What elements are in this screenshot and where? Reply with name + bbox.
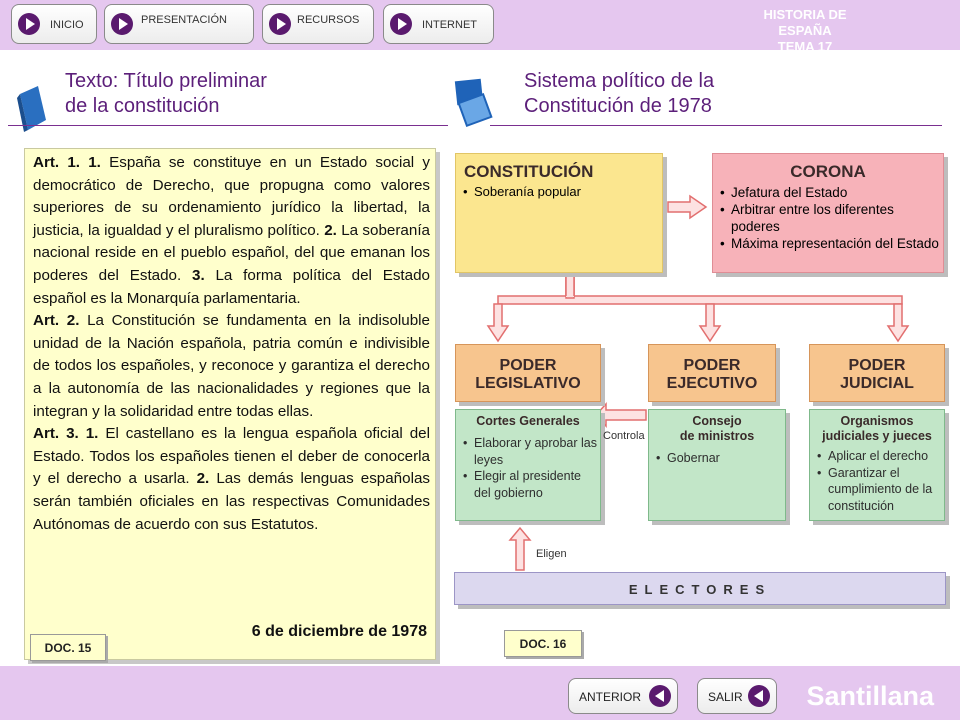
play-icon: [18, 13, 40, 35]
poder-ejecutivo-line1: PODER: [683, 357, 741, 374]
corona-item: • Jefatura del Estado: [731, 184, 943, 201]
subject-title: [745, 7, 865, 55]
corona-title: CORONA: [790, 162, 866, 181]
political-system-diagram: [450, 146, 950, 616]
recursos-label: RECURSOS: [297, 14, 360, 26]
back-icon: [649, 685, 671, 707]
constitution-text-panel: [24, 148, 436, 660]
right-heading: [524, 69, 714, 119]
article-2: [33, 310, 430, 423]
left-divider: [8, 125, 448, 126]
right-heading-line2: Constitución de 1978: [524, 95, 712, 117]
eligen-label: Eligen: [536, 548, 567, 560]
organismos-judiciales-box: [809, 409, 945, 521]
santillana-logo: Santillana: [806, 681, 934, 711]
article-text: [33, 152, 430, 536]
back-icon: [748, 685, 770, 707]
play-icon: [111, 13, 133, 35]
poder-ejecutivo-line2: EJECUTIVO: [666, 375, 758, 392]
presentacion-button[interactable]: [104, 4, 254, 44]
article-1-2-label: 2.: [324, 221, 337, 239]
article-1-text: España se constituye en un Estado social y democrático de Derecho, que propugna como valores superiores de su ordenamiento jurídico la libertad, la justicia, la igualdad y el pluralismo político.: [33, 154, 430, 239]
consejo-list: [649, 450, 785, 467]
corona-box: [712, 153, 944, 273]
salir-button[interactable]: [697, 678, 777, 714]
article-3-2-text: Las demás lenguas españolas serán también oficiales en las respectivas Comunidades Autónomas de acuerdo con sus Estatutos.: [33, 470, 430, 533]
consejo-item: • Gobernar: [667, 450, 785, 467]
subject-line: HISTORIA DE ESPAÑA: [763, 7, 847, 38]
inicio-button[interactable]: [11, 4, 97, 44]
article-3-text: El castellano es la lengua española oficial del Estado. Todos los españoles tienen el deber de conocerla y el derecho a usarla.: [33, 425, 430, 488]
anterior-label: ANTERIOR: [579, 690, 642, 704]
presentacion-label: PRESENTACIÓN: [141, 14, 227, 26]
consejo-title: [649, 414, 785, 444]
arrow-constitucion-corona: [668, 196, 706, 218]
article-2-label: Art. 2.: [33, 312, 80, 330]
constitucion-box: [455, 153, 663, 273]
organismos-list: [810, 448, 944, 514]
arrow-eligen: [510, 528, 530, 570]
article-3-2-label: 2.: [196, 470, 210, 488]
article-1: [33, 152, 430, 310]
poder-judicial-line2: JUDICIAL: [840, 375, 914, 392]
arrow-to-judicial: [888, 304, 908, 341]
cortes-list: [456, 435, 600, 501]
article-3: [33, 423, 430, 536]
anterior-button[interactable]: [568, 678, 678, 714]
corona-item: • Máxima representación del Estado: [731, 235, 943, 252]
arrow-controla: [596, 404, 646, 426]
organismos-title: [810, 414, 944, 444]
salir-label: SALIR: [708, 690, 743, 704]
article-2-text: La Constitución se fundamenta en la indisoluble unidad de la Nación española, patria común e indivisible de todos los españoles, y reconoce y garantiza el derecho a la autonomía de las nacionalidades y regiones que la integran y la solidaridad entre todas ellas.: [33, 312, 431, 420]
article-1-label: Art. 1. 1.: [33, 154, 101, 171]
doc-15-badge: DOC. 15: [30, 634, 106, 661]
documents-icon: [452, 78, 494, 128]
constitucion-item: • Soberanía popular: [474, 184, 662, 199]
cortes-generales-box: [455, 409, 601, 521]
organismos-title-line2: judiciales y jueces: [822, 429, 932, 443]
internet-label: INTERNET: [422, 19, 477, 31]
organismos-item: • Garantizar el cumplimiento de la constitución: [828, 465, 944, 515]
play-icon: [390, 13, 412, 35]
article-3-label: Art. 3. 1.: [33, 425, 99, 443]
article-1-3-text: La forma política del Estado español es la Monarquía parlamentaria.: [33, 266, 430, 307]
electores-box: ELECTORES: [454, 572, 946, 605]
left-heading-line1: Texto: Título preliminar: [65, 70, 267, 92]
poder-ejecutivo-box: [648, 344, 776, 402]
constitucion-list: [456, 184, 662, 199]
book-icon: [16, 84, 50, 134]
constitucion-title: CONSTITUCIÓN: [464, 162, 594, 181]
internet-button[interactable]: [383, 4, 494, 44]
poder-legislativo-line1: PODER: [499, 357, 557, 374]
recursos-button[interactable]: [262, 4, 374, 44]
cortes-item: • Elaborar y aprobar las leyes: [474, 435, 600, 468]
play-icon: [269, 13, 291, 35]
poder-legislativo-box: [455, 344, 601, 402]
inicio-label: INICIO: [50, 19, 84, 31]
consejo-ministros-box: [648, 409, 786, 521]
right-divider: [490, 125, 942, 126]
consejo-title-line1: Consejo: [692, 414, 742, 428]
doc-16-badge: DOC. 16: [504, 630, 582, 657]
left-heading: [65, 69, 267, 119]
article-1-2-text: La soberanía nacional reside en el pueblo español, del que emanan los poderes del Estado.: [33, 221, 430, 284]
left-heading-line2: de la constitución: [65, 95, 220, 117]
cortes-title: Cortes Generales: [476, 414, 580, 428]
poder-judicial-line1: PODER: [848, 357, 906, 374]
arrow-to-ejecutivo: [700, 304, 720, 341]
poder-judicial-box: [809, 344, 945, 402]
document-date: 6 de diciembre de 1978: [251, 623, 427, 640]
corona-list: [713, 184, 943, 252]
topic-line: TEMA 17: [777, 39, 833, 54]
article-1-3-label: 3.: [192, 266, 205, 284]
organismos-item: • Aplicar el derecho: [828, 448, 944, 465]
right-heading-line1: Sistema político de la: [524, 70, 715, 92]
organismos-title-line1: Organismos: [840, 414, 914, 428]
poder-legislativo-line2: LEGISLATIVO: [475, 375, 581, 392]
controla-label: Controla: [603, 430, 645, 442]
consejo-title-line2: de ministros: [679, 429, 755, 443]
cortes-item: • Elegir al presidente del gobierno: [474, 468, 600, 501]
corona-item: • Arbitrar entre los diferentes poderes: [731, 201, 943, 235]
arrow-to-legislativo: [488, 304, 508, 341]
arrow-distribution-bar: [498, 296, 902, 304]
